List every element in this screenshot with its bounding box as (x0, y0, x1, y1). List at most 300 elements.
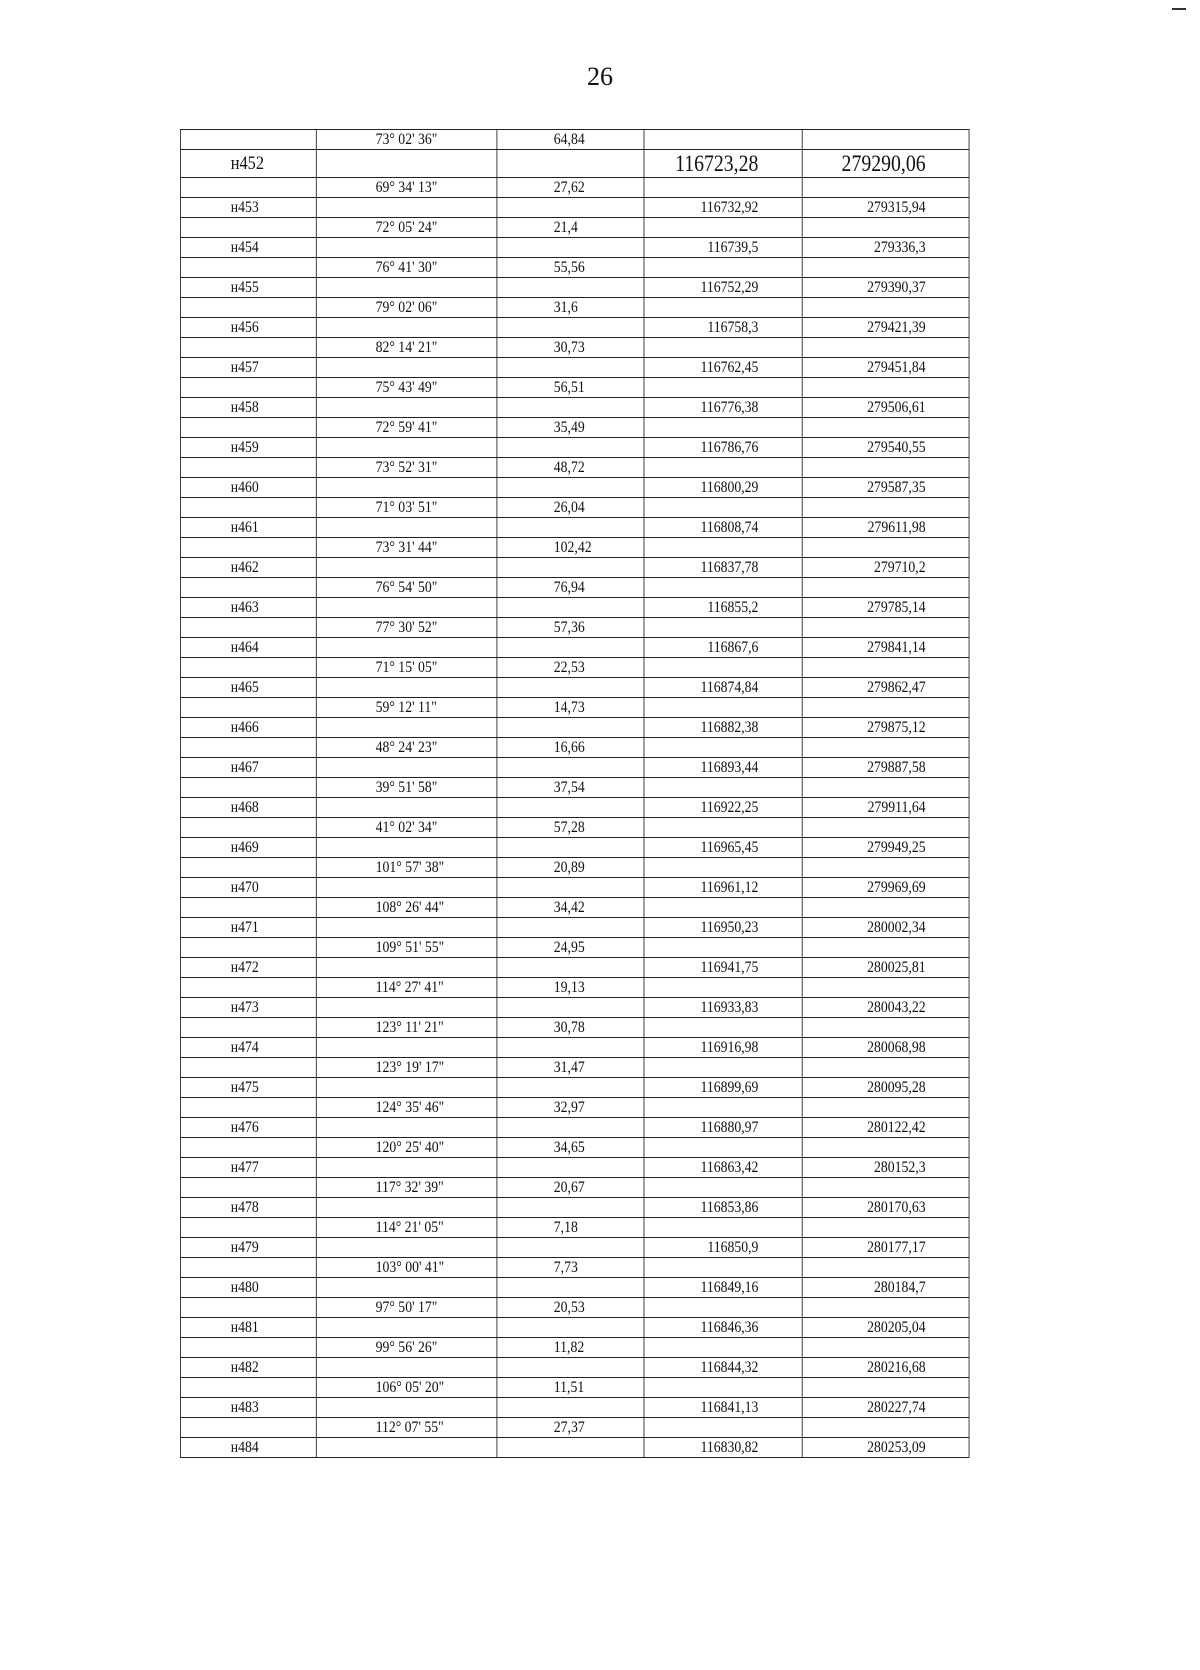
side-length-cell: 11,82 (497, 1338, 644, 1358)
table-row-segment (180, 1418, 969, 1438)
direction-angle-cell: 77° 30' 52" (317, 618, 497, 638)
point-label-cell (180, 538, 316, 558)
coordinate-x-cell: 116933,83 (644, 998, 802, 1018)
point-label-cell: н452 (180, 150, 316, 178)
table-row-point (180, 278, 969, 298)
coordinate-y-cell: 280122,42 (802, 1118, 969, 1138)
point-label-cell (180, 1058, 316, 1078)
side-length-cell: 34,65 (497, 1138, 644, 1158)
coordinate-x-cell (644, 698, 802, 718)
point-label-cell: н453 (180, 198, 316, 218)
coordinate-y-cell (802, 258, 969, 278)
point-label-cell: н471 (180, 918, 316, 938)
side-length-cell (497, 358, 644, 378)
table-row-point (180, 438, 969, 458)
point-label-cell (180, 1338, 316, 1358)
side-length-cell (497, 838, 644, 858)
coordinate-y-cell (802, 1258, 969, 1278)
direction-angle-cell (317, 1438, 497, 1458)
side-length-cell: 32,97 (497, 1098, 644, 1118)
coordinate-y-cell: 280043,22 (802, 998, 969, 1018)
table-row-segment (180, 1138, 969, 1158)
direction-angle-cell (317, 878, 497, 898)
coordinate-x-cell (644, 658, 802, 678)
point-label-cell (180, 1178, 316, 1198)
coordinate-y-cell: 279587,35 (802, 478, 969, 498)
direction-angle-cell: 76° 54' 50" (317, 578, 497, 598)
coordinate-y-cell (802, 578, 969, 598)
coordinate-x-cell (644, 1378, 802, 1398)
direction-angle-cell (317, 758, 497, 778)
side-length-cell: 22,53 (497, 658, 644, 678)
coordinate-x-cell (644, 938, 802, 958)
direction-angle-cell (317, 1278, 497, 1298)
side-length-cell (497, 1278, 644, 1298)
coordinate-y-cell (802, 1098, 969, 1118)
table-row-point (180, 638, 969, 658)
coordinate-x-cell: 116739,5 (644, 238, 802, 258)
table-row-segment (180, 258, 969, 278)
table-row-segment (180, 1178, 969, 1198)
coordinate-y-cell: 279421,39 (802, 318, 969, 338)
direction-angle-cell (317, 838, 497, 858)
point-label-cell: н479 (180, 1238, 316, 1258)
point-label-cell: н454 (180, 238, 316, 258)
coordinate-y-cell (802, 538, 969, 558)
coordinate-x-cell: 116752,29 (644, 278, 802, 298)
coordinate-y-cell: 280216,68 (802, 1358, 969, 1378)
direction-angle-cell: 75° 43' 49" (317, 378, 497, 398)
coordinate-x-cell (644, 258, 802, 278)
coordinate-y-cell (802, 178, 969, 198)
point-label-cell (180, 858, 316, 878)
side-length-cell (497, 1398, 644, 1418)
page-number: 26 (587, 62, 613, 91)
side-length-cell: 30,78 (497, 1018, 644, 1038)
table-row-point (180, 798, 969, 818)
table-row-point (180, 198, 969, 218)
coordinate-y-cell: 280025,81 (802, 958, 969, 978)
coordinate-x-cell: 116855,2 (644, 598, 802, 618)
table-row-segment (180, 858, 969, 878)
table-row-point (180, 958, 969, 978)
side-length-cell: 37,54 (497, 778, 644, 798)
coordinate-y-cell (802, 1378, 969, 1398)
side-length-cell (497, 198, 644, 218)
coordinates-table (180, 129, 969, 1458)
point-label-cell (180, 258, 316, 278)
table-row-point (180, 1118, 969, 1138)
direction-angle-cell (317, 398, 497, 418)
coordinate-y-cell: 279315,94 (802, 198, 969, 218)
side-length-cell: 20,67 (497, 1178, 644, 1198)
coordinate-x-cell (644, 1298, 802, 1318)
side-length-cell (497, 1198, 644, 1218)
coordinate-x-cell: 116808,74 (644, 518, 802, 538)
coordinate-y-cell: 279862,47 (802, 678, 969, 698)
side-length-cell (497, 998, 644, 1018)
side-length-cell (497, 598, 644, 618)
direction-angle-cell: 73° 52' 31" (317, 458, 497, 478)
side-length-cell: 27,62 (497, 178, 644, 198)
direction-angle-cell (317, 1038, 497, 1058)
coordinate-x-cell: 116837,78 (644, 558, 802, 578)
direction-angle-cell (317, 358, 497, 378)
coordinate-x-cell: 116893,44 (644, 758, 802, 778)
coordinate-x-cell (644, 618, 802, 638)
coordinate-y-cell (802, 298, 969, 318)
table-row-point (180, 918, 969, 938)
coordinate-y-cell: 280184,7 (802, 1278, 969, 1298)
direction-angle-cell: 69° 34' 13" (317, 178, 497, 198)
coordinate-y-cell: 280227,74 (802, 1398, 969, 1418)
table-row-segment (180, 898, 969, 918)
coordinate-x-cell (644, 1098, 802, 1118)
table-row-segment (180, 498, 969, 518)
direction-angle-cell: 72° 05' 24" (317, 218, 497, 238)
side-length-cell: 20,53 (497, 1298, 644, 1318)
point-label-cell: н483 (180, 1398, 316, 1418)
direction-angle-cell: 71° 15' 05" (317, 658, 497, 678)
coordinate-y-cell (802, 218, 969, 238)
side-length-cell (497, 1158, 644, 1178)
table-row-point (180, 1358, 969, 1378)
point-label-cell: н458 (180, 398, 316, 418)
point-label-cell (180, 1418, 316, 1438)
coordinate-y-cell: 279911,64 (802, 798, 969, 818)
side-length-cell (497, 1078, 644, 1098)
coordinate-y-cell (802, 1138, 969, 1158)
table-row-point (180, 1198, 969, 1218)
coordinate-x-cell: 116961,12 (644, 878, 802, 898)
direction-angle-cell (317, 1078, 497, 1098)
point-label-cell (180, 698, 316, 718)
direction-angle-cell: 73° 31' 44" (317, 538, 497, 558)
table-row-point (180, 1438, 969, 1458)
table-row-point (180, 1278, 969, 1298)
direction-angle-cell: 106° 05' 20" (317, 1378, 497, 1398)
direction-angle-cell (317, 1198, 497, 1218)
table-row-point (180, 1238, 969, 1258)
coordinate-y-cell: 279506,61 (802, 398, 969, 418)
coordinate-x-cell: 116830,82 (644, 1438, 802, 1458)
side-length-cell: 30,73 (497, 338, 644, 358)
direction-angle-cell: 99° 56' 26" (317, 1338, 497, 1358)
coordinate-y-cell: 280068,98 (802, 1038, 969, 1058)
side-length-cell: 24,95 (497, 938, 644, 958)
coordinate-y-cell (802, 1338, 969, 1358)
table-row-segment (180, 818, 969, 838)
coordinate-y-cell: 279887,58 (802, 758, 969, 778)
table-row-segment (180, 178, 969, 198)
point-label-cell (180, 818, 316, 838)
direction-angle-cell (317, 318, 497, 338)
direction-angle-cell (317, 438, 497, 458)
table-row-segment (180, 698, 969, 718)
direction-angle-cell (317, 558, 497, 578)
table-row-point (180, 678, 969, 698)
coordinate-y-cell (802, 698, 969, 718)
table-row-segment (180, 938, 969, 958)
side-length-cell: 57,28 (497, 818, 644, 838)
coordinate-y-cell (802, 898, 969, 918)
table-row-segment (180, 738, 969, 758)
point-label-cell: н462 (180, 558, 316, 578)
coordinate-y-cell: 280253,09 (802, 1438, 969, 1458)
point-label-cell (180, 1098, 316, 1118)
direction-angle-cell (317, 678, 497, 698)
coordinate-x-cell: 116849,16 (644, 1278, 802, 1298)
direction-angle-cell: 108° 26' 44" (317, 898, 497, 918)
side-length-cell (497, 1318, 644, 1338)
point-label-cell (180, 738, 316, 758)
side-length-cell: 7,73 (497, 1258, 644, 1278)
coordinate-x-cell (644, 458, 802, 478)
coordinate-y-cell (802, 1218, 969, 1238)
direction-angle-cell: 59° 12' 11" (317, 698, 497, 718)
table-row-segment (180, 978, 969, 998)
point-label-cell (180, 1258, 316, 1278)
coordinate-x-cell (644, 1218, 802, 1238)
table-row-point (180, 1318, 969, 1338)
point-label-cell: н478 (180, 1198, 316, 1218)
coordinate-y-cell (802, 378, 969, 398)
coordinate-x-cell (644, 1018, 802, 1038)
point-label-cell: н475 (180, 1078, 316, 1098)
coordinate-x-cell (644, 218, 802, 238)
coordinate-x-cell (644, 130, 802, 150)
point-label-cell: н481 (180, 1318, 316, 1338)
point-label-cell: н459 (180, 438, 316, 458)
coordinate-y-cell: 280002,34 (802, 918, 969, 938)
direction-angle-cell: 112° 07' 55" (317, 1418, 497, 1438)
direction-angle-cell: 71° 03' 51" (317, 498, 497, 518)
direction-angle-cell (317, 1318, 497, 1338)
point-label-cell: н464 (180, 638, 316, 658)
point-label-cell: н460 (180, 478, 316, 498)
coordinate-y-cell (802, 1018, 969, 1038)
table-row-segment (180, 338, 969, 358)
table-row-point (180, 718, 969, 738)
side-length-cell: 34,42 (497, 898, 644, 918)
point-label-cell (180, 898, 316, 918)
direction-angle-cell: 123° 19' 17" (317, 1058, 497, 1078)
point-label-cell (180, 298, 316, 318)
coordinate-x-cell (644, 498, 802, 518)
table-row-segment (180, 1338, 969, 1358)
point-label-cell (180, 418, 316, 438)
side-length-cell: 31,47 (497, 1058, 644, 1078)
direction-angle-cell: 103° 00' 41" (317, 1258, 497, 1278)
side-length-cell: 7,18 (497, 1218, 644, 1238)
coordinate-y-cell: 279785,14 (802, 598, 969, 618)
table-row-segment (180, 218, 969, 238)
coordinate-y-cell: 280152,3 (802, 1158, 969, 1178)
point-label-cell (180, 498, 316, 518)
point-label-cell: н472 (180, 958, 316, 978)
point-label-cell: н469 (180, 838, 316, 858)
table-row-point (180, 1038, 969, 1058)
coordinate-y-cell: 279451,84 (802, 358, 969, 378)
direction-angle-cell (317, 150, 497, 178)
table-row-segment (180, 618, 969, 638)
direction-angle-cell: 72° 59' 41" (317, 418, 497, 438)
side-length-cell (497, 718, 644, 738)
point-label-cell: н465 (180, 678, 316, 698)
coordinate-x-cell (644, 178, 802, 198)
coordinate-x-cell (644, 418, 802, 438)
coordinate-x-cell: 116762,45 (644, 358, 802, 378)
coordinate-x-cell (644, 1418, 802, 1438)
point-label-cell (180, 578, 316, 598)
point-label-cell: н476 (180, 1118, 316, 1138)
table-row-segment (180, 458, 969, 478)
side-length-cell (497, 398, 644, 418)
coordinate-x-cell (644, 738, 802, 758)
point-label-cell: н456 (180, 318, 316, 338)
coordinate-y-cell (802, 498, 969, 518)
point-label-cell (180, 938, 316, 958)
table-row-point (180, 878, 969, 898)
side-length-cell (497, 318, 644, 338)
table-row-point (180, 998, 969, 1018)
direction-angle-cell: 120° 25' 40" (317, 1138, 497, 1158)
point-label-cell: н467 (180, 758, 316, 778)
point-label-cell (180, 178, 316, 198)
coordinate-y-cell: 279875,12 (802, 718, 969, 738)
coordinate-y-cell (802, 978, 969, 998)
table-row-point (180, 518, 969, 538)
table-row-point (180, 558, 969, 578)
coordinate-x-cell (644, 298, 802, 318)
direction-angle-cell: 41° 02' 34" (317, 818, 497, 838)
coordinate-x-cell: 116732,92 (644, 198, 802, 218)
side-length-cell: 48,72 (497, 458, 644, 478)
coordinate-y-cell (802, 1418, 969, 1438)
coordinate-x-cell: 116916,98 (644, 1038, 802, 1058)
point-label-cell: н477 (180, 1158, 316, 1178)
side-length-cell: 31,6 (497, 298, 644, 318)
point-label-cell: н463 (180, 598, 316, 618)
direction-angle-cell: 114° 21' 05" (317, 1218, 497, 1238)
coordinate-y-cell: 279611,98 (802, 518, 969, 538)
coordinate-x-cell (644, 978, 802, 998)
side-length-cell (497, 150, 644, 178)
point-label-cell: н473 (180, 998, 316, 1018)
side-length-cell (497, 278, 644, 298)
point-label-cell: н455 (180, 278, 316, 298)
coordinate-x-cell (644, 858, 802, 878)
table-row-point (180, 1158, 969, 1178)
direction-angle-cell: 124° 35' 46" (317, 1098, 497, 1118)
point-label-cell: н480 (180, 1278, 316, 1298)
side-length-cell (497, 638, 644, 658)
side-length-cell: 76,94 (497, 578, 644, 598)
point-label-cell (180, 1138, 316, 1158)
direction-angle-cell (317, 238, 497, 258)
side-length-cell: 14,73 (497, 698, 644, 718)
table-row-point (180, 598, 969, 618)
coordinate-x-cell (644, 338, 802, 358)
coordinate-x-cell: 116874,84 (644, 678, 802, 698)
side-length-cell: 26,04 (497, 498, 644, 518)
coordinate-y-cell (802, 778, 969, 798)
side-length-cell: 16,66 (497, 738, 644, 758)
direction-angle-cell: 123° 11' 21" (317, 1018, 497, 1038)
point-label-cell: н470 (180, 878, 316, 898)
point-label-cell (180, 1378, 316, 1398)
direction-angle-cell (317, 998, 497, 1018)
coordinate-x-cell: 116776,38 (644, 398, 802, 418)
point-label-cell (180, 618, 316, 638)
coordinate-y-cell (802, 938, 969, 958)
side-length-cell: 20,89 (497, 858, 644, 878)
point-label-cell: н466 (180, 718, 316, 738)
coordinate-x-cell: 116800,29 (644, 478, 802, 498)
table-row-segment (180, 778, 969, 798)
side-length-cell: 27,37 (497, 1418, 644, 1438)
table-row-point (180, 1078, 969, 1098)
coordinate-y-cell (802, 818, 969, 838)
coordinate-x-cell: 116880,97 (644, 1118, 802, 1138)
point-label-cell (180, 130, 316, 150)
coordinate-x-cell: 116867,6 (644, 638, 802, 658)
direction-angle-cell (317, 958, 497, 978)
point-label-cell: н484 (180, 1438, 316, 1458)
coordinate-x-cell: 116853,86 (644, 1198, 802, 1218)
coordinate-x-cell: 116882,38 (644, 718, 802, 738)
coordinate-x-cell: 116922,25 (644, 798, 802, 818)
coordinate-y-cell (802, 130, 969, 150)
side-length-cell (497, 1238, 644, 1258)
table-row-segment (180, 418, 969, 438)
direction-angle-cell (317, 598, 497, 618)
direction-angle-cell: 97° 50' 17" (317, 1298, 497, 1318)
table-row-segment (180, 130, 969, 150)
coordinate-x-cell (644, 778, 802, 798)
direction-angle-cell (317, 798, 497, 818)
side-length-cell: 56,51 (497, 378, 644, 398)
table-row-segment (180, 1018, 969, 1038)
coordinate-x-cell: 116863,42 (644, 1158, 802, 1178)
direction-angle-cell (317, 478, 497, 498)
coordinate-y-cell (802, 618, 969, 638)
coordinate-y-cell: 280095,28 (802, 1078, 969, 1098)
side-length-cell (497, 438, 644, 458)
side-length-cell: 55,56 (497, 258, 644, 278)
coordinate-y-cell: 279710,2 (802, 558, 969, 578)
point-label-cell (180, 778, 316, 798)
coordinate-y-cell (802, 338, 969, 358)
table-row-segment (180, 1378, 969, 1398)
direction-angle-cell: 117° 32' 39" (317, 1178, 497, 1198)
side-length-cell (497, 958, 644, 978)
coordinate-x-cell (644, 578, 802, 598)
coordinate-x-cell (644, 1338, 802, 1358)
side-length-cell: 102,42 (497, 538, 644, 558)
direction-angle-cell: 39° 51' 58" (317, 778, 497, 798)
coordinate-x-cell: 116850,9 (644, 1238, 802, 1258)
side-length-cell: 35,49 (497, 418, 644, 438)
coordinate-y-cell (802, 1058, 969, 1078)
side-length-cell (497, 478, 644, 498)
coordinate-x-cell: 116950,23 (644, 918, 802, 938)
point-label-cell (180, 338, 316, 358)
table-row-segment (180, 1258, 969, 1278)
direction-angle-cell (317, 1118, 497, 1138)
side-length-cell (497, 758, 644, 778)
coordinate-x-cell (644, 1258, 802, 1278)
